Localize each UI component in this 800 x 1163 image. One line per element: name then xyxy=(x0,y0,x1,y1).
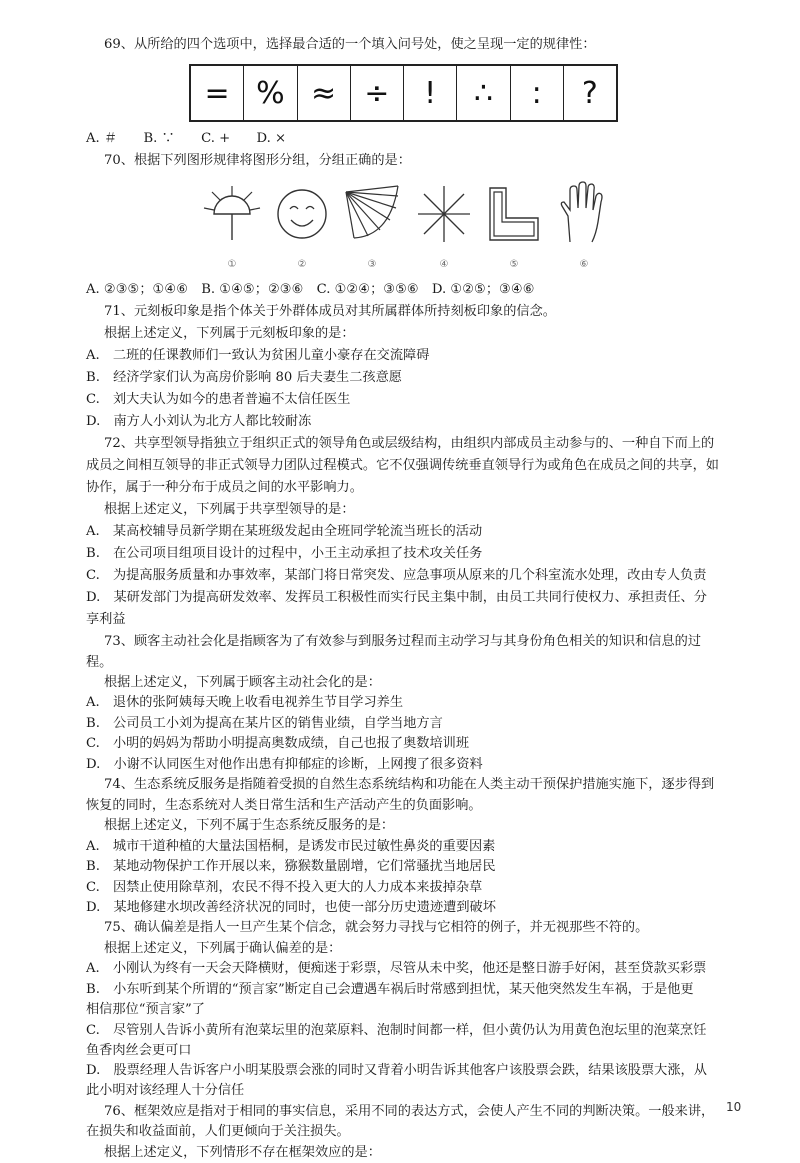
q75-option-d-line2: 此小明对该经理人十分信任 xyxy=(86,1083,245,1099)
figure-smiley xyxy=(270,178,334,270)
q72-stem-line3: 协作，属于一种分布于成员之间的水平影响力。 xyxy=(86,480,363,495)
q75-prompt: 根据上述定义，下列属于确认偏差的是： xyxy=(104,940,342,956)
q75-option-b-line2: 相信那位“预言家”了 xyxy=(86,1002,205,1018)
l-shape-icon xyxy=(482,178,546,252)
q72-option-c: C. 为提高服务质量和办事效率，某部门将日常突发、应急事项从原来的几个科室流水处理，改由专人负责 xyxy=(86,568,707,583)
q69-options: A. ＃ B. ∵ C. + D. × xyxy=(86,131,287,146)
q72-option-a: A. 某高校辅导员新学期在某班级发起由全班同学轮流当班长的活动 xyxy=(86,524,483,539)
figure-label: ⑥ xyxy=(579,259,589,270)
symbol-cell: ? xyxy=(581,75,598,111)
figure-asterisk xyxy=(412,178,476,270)
q73-option-a: A. 退休的张阿姨每天晚上收看电视养生节目学习养生 xyxy=(86,695,404,711)
q72-stem-line2: 成员之间相互领导的非正式领导力团队过程模式。它不仅强调传统垂直领导行为或角色在成员之间的共享，如 xyxy=(86,458,719,473)
fan-rays-icon xyxy=(340,178,404,252)
q72-option-d-line2: 享利益 xyxy=(86,612,126,627)
q75-option-a: A. 小刚认为终有一天会天降横财，便痴迷于彩票，尽管从未中奖，他还是整日游手好闲，甚至贷款买彩票 xyxy=(86,961,707,977)
q75-option-c-line2: 鱼香肉丝会更可口 xyxy=(86,1043,192,1059)
q74-option-b: B. 某地动物保护工作开展以来，猕猴数量剧增，它们常骚扰当地居民 xyxy=(86,859,496,875)
symbol-cell: ∴ xyxy=(457,66,510,120)
q75-option-b-line1: B. 小东听到某个所谓的“预言家”断定自己会遭遇车祸后时常感到担忧，某天他突然发生车祸，于是他更 xyxy=(86,981,694,997)
symbol-cell: = xyxy=(191,66,244,120)
q74-prompt: 根据上述定义，下列不属于生态系统反服务的是： xyxy=(104,818,395,834)
q72-prompt: 根据上述定义，下列属于共享型领导的是： xyxy=(104,502,355,517)
smiley-icon xyxy=(270,178,334,252)
q69-stem: 69、从所给的四个选项中，选择最合适的一个填入问号处，使之呈现一定的规律性： xyxy=(104,37,596,52)
figure-l-shape xyxy=(482,178,546,270)
symbol-cell: ÷ xyxy=(351,66,404,120)
q73-stem-line2: 程。 xyxy=(86,654,113,670)
q75-option-d-line1: D. 股票经理人告诉客户小明某股票会涨的同时又背着小明告诉其他客户该股票会跌，结果该股票大涨，从 xyxy=(86,1062,707,1078)
q75-option-c-line1: C. 尽管别人告诉小黄所有泡菜坛里的泡菜原料、泡制时间都一样，但小黄仍认为用黄色泡坛里的泡菜烹饪 xyxy=(86,1022,707,1038)
symbol-cell: : xyxy=(511,66,564,120)
figure-label: ③ xyxy=(367,259,377,270)
figure-label: ④ xyxy=(439,259,449,270)
q76-stem-line1: 76、框架效应是指对于相同的事实信息，采用不同的表达方式，会使人产生不同的判断决策。一般来讲， xyxy=(104,1103,715,1119)
q72-stem-line1: 72、共享型领导指独立于组织正式的领导角色或层级结构，由组织内部成员主动参与的、一种自下而上的 xyxy=(104,436,715,451)
q69-symbol-row xyxy=(189,64,618,122)
q71-stem: 71、元刻板印象是指个体关于外群体成员对其所属群体所持刻板印象的信念。 xyxy=(104,304,556,319)
page-number: 10 xyxy=(726,1100,742,1114)
q70-stem: 70、根据下列图形规律将图形分组，分组正确的是： xyxy=(104,153,411,168)
figure-lamp xyxy=(200,178,264,270)
q74-stem-line2: 恢复的同时，生态系统对人类日常生活和生产活动产生的负面影响。 xyxy=(86,797,482,813)
figure-hand xyxy=(552,178,616,270)
q73-option-d: D. 小谢不认同医生对他作出患有抑郁症的诊断，上网搜了很多资料 xyxy=(86,756,483,772)
q71-option-a: A. 二班的任课教师们一致认为贫困儿童小豪存在交流障碍 xyxy=(86,348,430,363)
q76-stem-line2: 在损失和收益面前，人们更倾向于关注损失。 xyxy=(86,1124,350,1140)
symbol-cell: ≈ xyxy=(298,66,351,120)
symbol-cell: ! xyxy=(404,66,457,120)
q71-option-c: C. 刘大夫认为如今的患者普遍不太信任医生 xyxy=(86,392,351,407)
q74-option-d: D. 某地修建水坝改善经济状况的同时，也使一部分历史遗迹遭到破坏 xyxy=(86,900,496,915)
q75-stem: 75、确认偏差是指人一旦产生某个信念，就会努力寻找与它相符的例子，并无视那些不符的。 xyxy=(104,920,649,936)
q71-prompt: 根据上述定义，下列属于元刻板印象的是： xyxy=(104,326,355,341)
asterisk-icon xyxy=(412,178,476,252)
q73-stem-line1: 73、顾客主动社会化是指顾客为了有效参与到服务过程而主动学习与其身份角色相关的知识和信息的过 xyxy=(104,634,702,649)
q74-option-a: A. 城市干道种植的大量法国梧桐，是诱发市民过敏性鼻炎的重要因素 xyxy=(86,838,496,854)
q72-option-d-line1: D. 某研发部门为提高研发效率、发挥员工积极性而实行民主集中制，由员工共同行使权力、承担责任、分 xyxy=(86,590,707,605)
q73-option-b: B. 公司员工小刘为提高在某片区的销售业绩，自学当地方言 xyxy=(86,715,443,731)
q71-option-b: B. 经济学家们认为高房价影响 80 后夫妻生二孩意愿 xyxy=(86,370,402,385)
hand-icon xyxy=(552,178,616,252)
q70-figures xyxy=(200,178,620,270)
q73-option-c: C. 小明的妈妈为帮助小明提高奥数成绩，自己也报了奥数培训班 xyxy=(86,736,470,752)
lamp-icon xyxy=(200,178,264,252)
q70-options: A. ②③⑤；①④⑥ B. ①④⑤；②③⑥ C. ①②④；③⑤⑥ D. ①②⑤；③④⑥ xyxy=(86,282,535,297)
figure-label: ⑤ xyxy=(509,259,519,270)
q73-prompt: 根据上述定义，下列属于顾客主动社会化的是： xyxy=(104,674,381,690)
q76-prompt: 根据上述定义，下列情形不存在框架效应的是： xyxy=(104,1144,381,1160)
figure-fan xyxy=(340,178,404,270)
q74-option-c: C. 因禁止使用除草剂，农民不得不投入更大的人力成本来拔掉杂草 xyxy=(86,879,483,895)
figure-label: ① xyxy=(227,259,237,270)
q71-option-d: D. 南方人小刘认为北方人都比较耐冻 xyxy=(86,414,312,429)
symbol-cell: % xyxy=(244,66,297,120)
q72-option-b: B. 在公司项目组项目设计的过程中，小王主动承担了技术攻关任务 xyxy=(86,546,483,561)
figure-label: ② xyxy=(297,259,307,270)
q74-stem-line1: 74、生态系统反服务是指随着受损的自然生态系统结构和功能在人类主动干预保护措施实施下，逐步得到 xyxy=(104,777,715,793)
